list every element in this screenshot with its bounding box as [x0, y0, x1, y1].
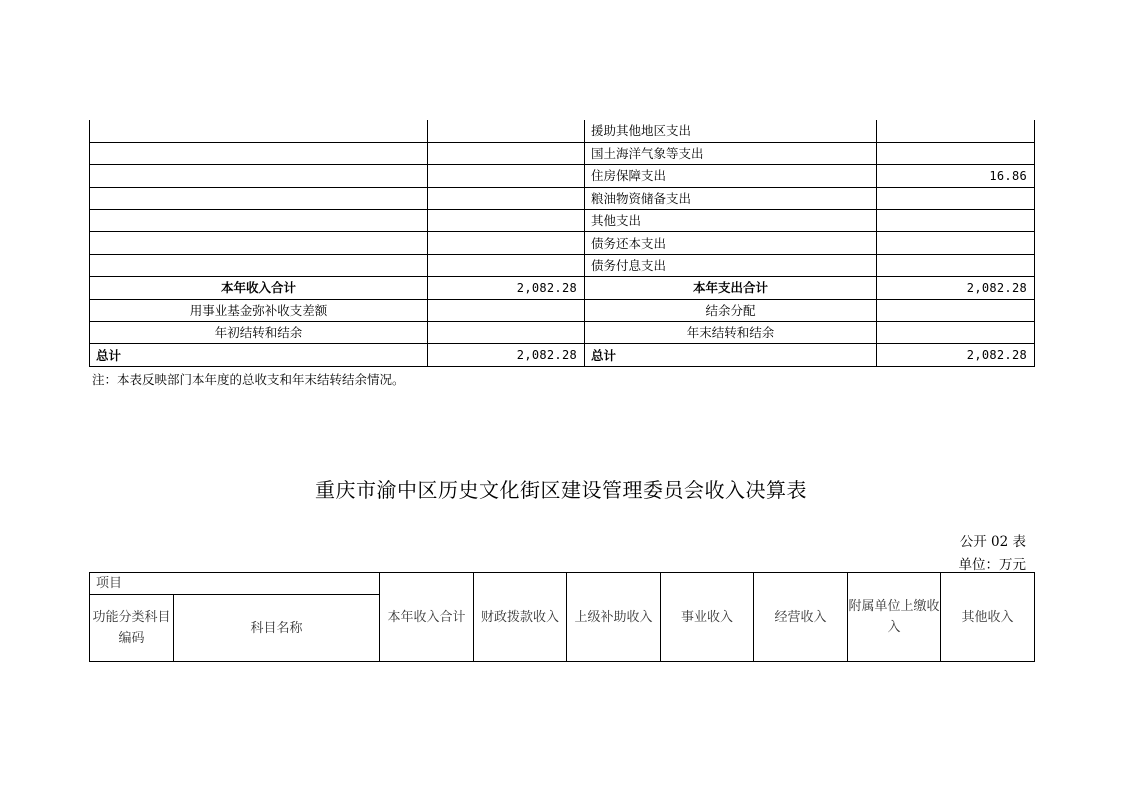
expense-value — [877, 254, 1035, 276]
income-item — [90, 232, 428, 254]
col-header-other: 其他收入 — [941, 573, 1035, 662]
income-value — [428, 210, 585, 232]
income-value — [428, 142, 585, 164]
table-row — [90, 254, 1035, 276]
end-balance-label: 年末结转和结余 — [585, 322, 877, 344]
project-header: 项目 — [90, 573, 380, 595]
expense-total-label: 本年支出合计 — [585, 277, 877, 299]
table-row — [90, 210, 1035, 232]
table-row — [90, 299, 1035, 321]
col-header-business: 事业收入 — [661, 573, 754, 662]
page-title: 重庆市渝中区历史文化街区建设管理委员会收入决算表 — [315, 478, 807, 502]
grand-total-value-left: 2,082.28 — [428, 344, 585, 366]
col-header-affiliated: 附属单位上缴收入 — [848, 573, 941, 662]
total-row — [90, 277, 1035, 299]
income-item — [90, 254, 428, 276]
table-row — [90, 142, 1035, 164]
expense-value — [877, 142, 1035, 164]
distribution-value — [877, 299, 1035, 321]
col-header-operating: 经营收入 — [754, 573, 848, 662]
income-table — [89, 572, 1035, 662]
expense-item: 债务付息支出 — [585, 254, 877, 276]
expense-value — [877, 232, 1035, 254]
expense-item: 国土海洋气象等支出 — [585, 142, 877, 164]
code-header: 功能分类科目编码 — [90, 595, 174, 662]
income-value — [428, 187, 585, 209]
fund-value — [428, 299, 585, 321]
expense-value — [877, 187, 1035, 209]
form-number: 公开 02 表 — [959, 534, 1026, 550]
fund-label: 用事业基金弥补收支差额 — [90, 299, 428, 321]
income-item — [90, 187, 428, 209]
end-balance-value — [877, 322, 1035, 344]
distribution-label: 结余分配 — [585, 299, 877, 321]
income-value — [428, 254, 585, 276]
table-row — [90, 187, 1035, 209]
income-total-value: 2,082.28 — [428, 277, 585, 299]
table-row — [90, 322, 1035, 344]
income-item — [90, 210, 428, 232]
expense-item: 住房保障支出 — [585, 165, 877, 187]
expense-item: 债务还本支出 — [585, 232, 877, 254]
begin-balance-value — [428, 322, 585, 344]
unit-label: 单位：万元 — [958, 557, 1026, 573]
budget-summary-table — [89, 120, 1035, 367]
header-row — [90, 573, 1035, 595]
income-item — [90, 165, 428, 187]
expense-value: 16.86 — [877, 165, 1035, 187]
table-row — [90, 232, 1035, 254]
income-item — [90, 120, 428, 142]
expense-item: 其他支出 — [585, 210, 877, 232]
income-value — [428, 120, 585, 142]
begin-balance-label: 年初结转和结余 — [90, 322, 428, 344]
table-row — [90, 165, 1035, 187]
income-item — [90, 142, 428, 164]
income-total-label: 本年收入合计 — [90, 277, 428, 299]
expense-item: 粮油物资储备支出 — [585, 187, 877, 209]
col-header-total: 本年收入合计 — [380, 573, 474, 662]
name-header: 科目名称 — [174, 595, 380, 662]
income-value — [428, 165, 585, 187]
expense-value — [877, 120, 1035, 142]
grand-total-value-right: 2,082.28 — [877, 344, 1035, 366]
income-value — [428, 232, 585, 254]
col-header-superior: 上级补助收入 — [567, 573, 661, 662]
grand-total-row — [90, 344, 1035, 366]
table-row — [90, 120, 1035, 142]
expense-item: 援助其他地区支出 — [585, 120, 877, 142]
grand-total-label-right: 总计 — [585, 344, 877, 366]
col-header-fiscal: 财政拨款收入 — [474, 573, 567, 662]
grand-total-label-left: 总计 — [90, 344, 428, 366]
expense-value — [877, 210, 1035, 232]
expense-total-value: 2,082.28 — [877, 277, 1035, 299]
table-note: 注：本表反映部门本年度的总收支和年末结转结余情况。 — [92, 372, 405, 387]
